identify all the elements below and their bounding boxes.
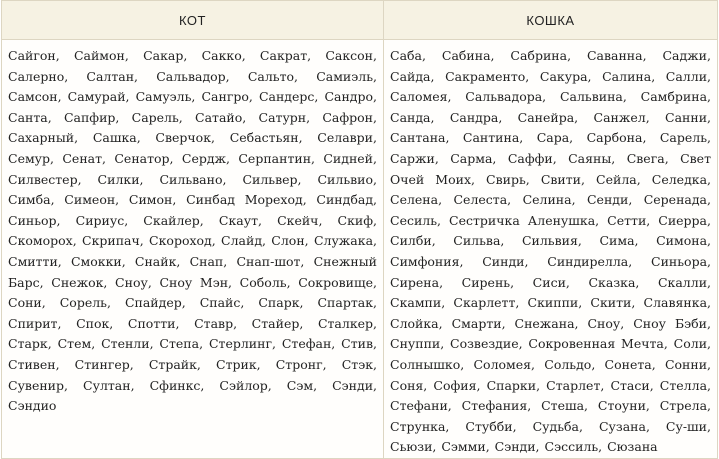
header-row — [2, 1, 718, 40]
cat-names-list: Сайгон, Саймон, Сакар, Сакко, Сакрат, Саксон, Салерно, Салтан, Сальвадор, Сальто, Самиэль, Самсон, Самурай, Самуэль, Сангро, Сандерс, Сандро, Санта, Сапфир, Сарель, Сатайо, Сатурн, Сафрон, Сахарный, Сашка, Сверчок, Себастьян, Селаври, Семур, Сенат, Сенатор, Сердж, Серпантин, Сидней, Силвестер, Силки, Сильвано, Сильвер, Сильвио, Симба, Симеон, Симон, Синбад Мореход, Синдбад, Синьор, Сириус, Скайлер, Скаут, Скейч, Скиф, Скоморох, Скрипач, Скороход, Слайд, Слон, Служака, Смитти, Смокки, Снайк, Снап, Снап-шот, Снежный Барс, Снежок, Сноу, Сноу Мэн, Соболь, Сокровище, Сони, Сорель, Спайдер, Спайс, Спарк, Спартак, Спирит, Спок, Спотти, Ставр, Стайер, Сталкер, Старк, Стем, Стенли, Степа, Стерлинг, Стефан, Стив, Стивен, Стингер, Страйк, Стрик, Стронг, Стэк, Сувенир, Султан, Сфинкс, Сэйлор, Сэм, Сэнди, Сэндио — [8, 48, 377, 414]
female-cat-names-list: Саба, Сабина, Сабрина, Саванна, Саджи, Сайда, Сакраменто, Сакура, Салина, Салли, Саломея, Сальвадора, Сальвина, Самбрина, Санда, Сандра, Санейра, Санжел, Санни, Сантана, Сантина, Сара, Сарбона, Сарель, Саржи, Сарма, Саффи, Саяны, Свега, Свет Очей Моих, Свирь, Свити, Сейла, Селедка, Селена, Селеста, Селина, Сенди, Серенада, Сесиль, Сестричка Аленушка, Сетти, Сиерра, Силби, Сильва, Сильвия, Сима, Симона, Симфония, Синди, Синдирелла, Синьора, Сирена, Сирень, Сиси, Сказка, Скалли, Скампи, Скарлетт, Скиппи, Скити, Славянка, Слойка, Смарти, Снежана, Сноу, Сноу Бэби, Снуппи, Созвездие, Сокровенная Мечта, Соли, Солнышко, Соломея, Сольдо, Сонета, Сонни, Соня, София, Спарки, Старлет, Стаси, Стелла, Стефани, Стефания, Стеша, Стоуни, Стрела, Струнка, Стубби, Судьба, Сузана, Су-ши, Сьюзи, Сэмми, Сэнди, Сэссиль, Сюзана — [390, 48, 711, 455]
cat-names-cell — [2, 40, 384, 459]
names-table — [1, 0, 718, 459]
header-cat: КОТ — [2, 1, 384, 40]
names-row — [2, 40, 718, 459]
header-female-cat: КОШКА — [384, 1, 718, 40]
female-cat-names-cell — [384, 40, 718, 459]
